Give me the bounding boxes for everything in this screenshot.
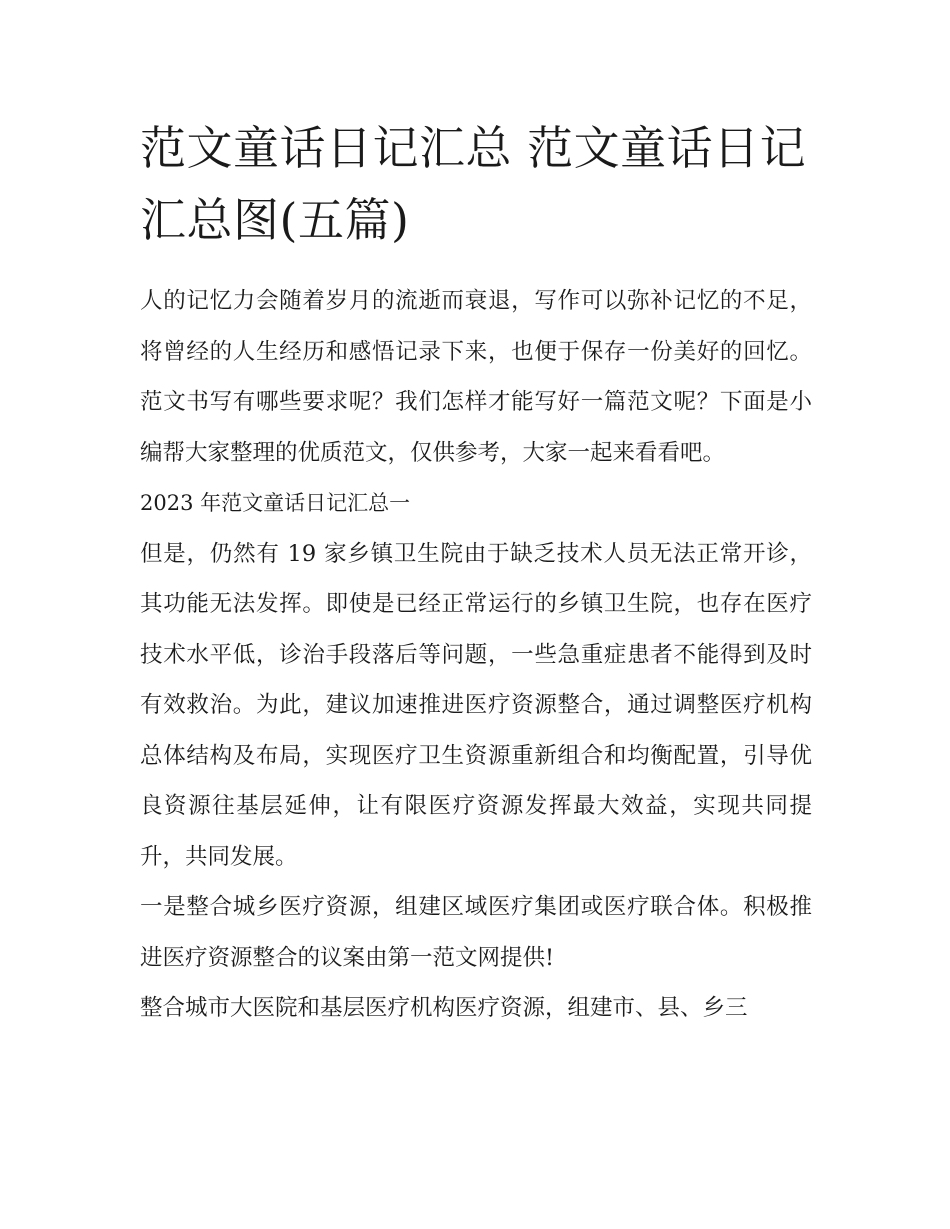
section-heading: 2023 年范文童话日记汇总一: [140, 491, 411, 515]
intro-paragraph: 人的记忆力会随着岁月的流逝而衰退，写作可以弥补记忆的不足，将曾经的人生经历和感悟记录下来，也便于保存一份美好的回忆。范文书写有哪些要求呢？我们怎样才能写好一篇范文呢？下面是小编帮大家整理的优质范文，仅供参考，大家一起来看看吧。: [140, 288, 812, 466]
document-body: [140, 276, 812, 1034]
body-paragraph-1: 但是，仍然有 19 家乡镇卫生院由于缺乏技术人员无法正常开诊，其功能无法发挥。即使是已经正常运行的乡镇卫生院，也存在医疗技术水平低，诊治手段落后等问题，一些急重症患者不能得到及时有效救治。为此，建议加速推进医疗资源整合，通过调整医疗机构总体结构及布局，实现医疗卫生资源重新组合和均衡配置，引导优良资源往基层延伸，让有限医疗资源发挥最大效益，实现共同提升，共同发展。: [140, 540, 812, 870]
document-title: 范文童话日记汇总 范文童话日记汇总图(五篇): [140, 121, 807, 247]
body-paragraph-2: 一是整合城乡医疗资源，组建区域医疗集团或医疗联合体。积极推进医疗资源整合的议案由第一范文网提供!: [140, 894, 812, 971]
document-page: [140, 112, 812, 1034]
body-paragraph-3: 整合城市大医院和基层医疗机构医疗资源，组建市、县、乡三: [140, 995, 748, 1021]
